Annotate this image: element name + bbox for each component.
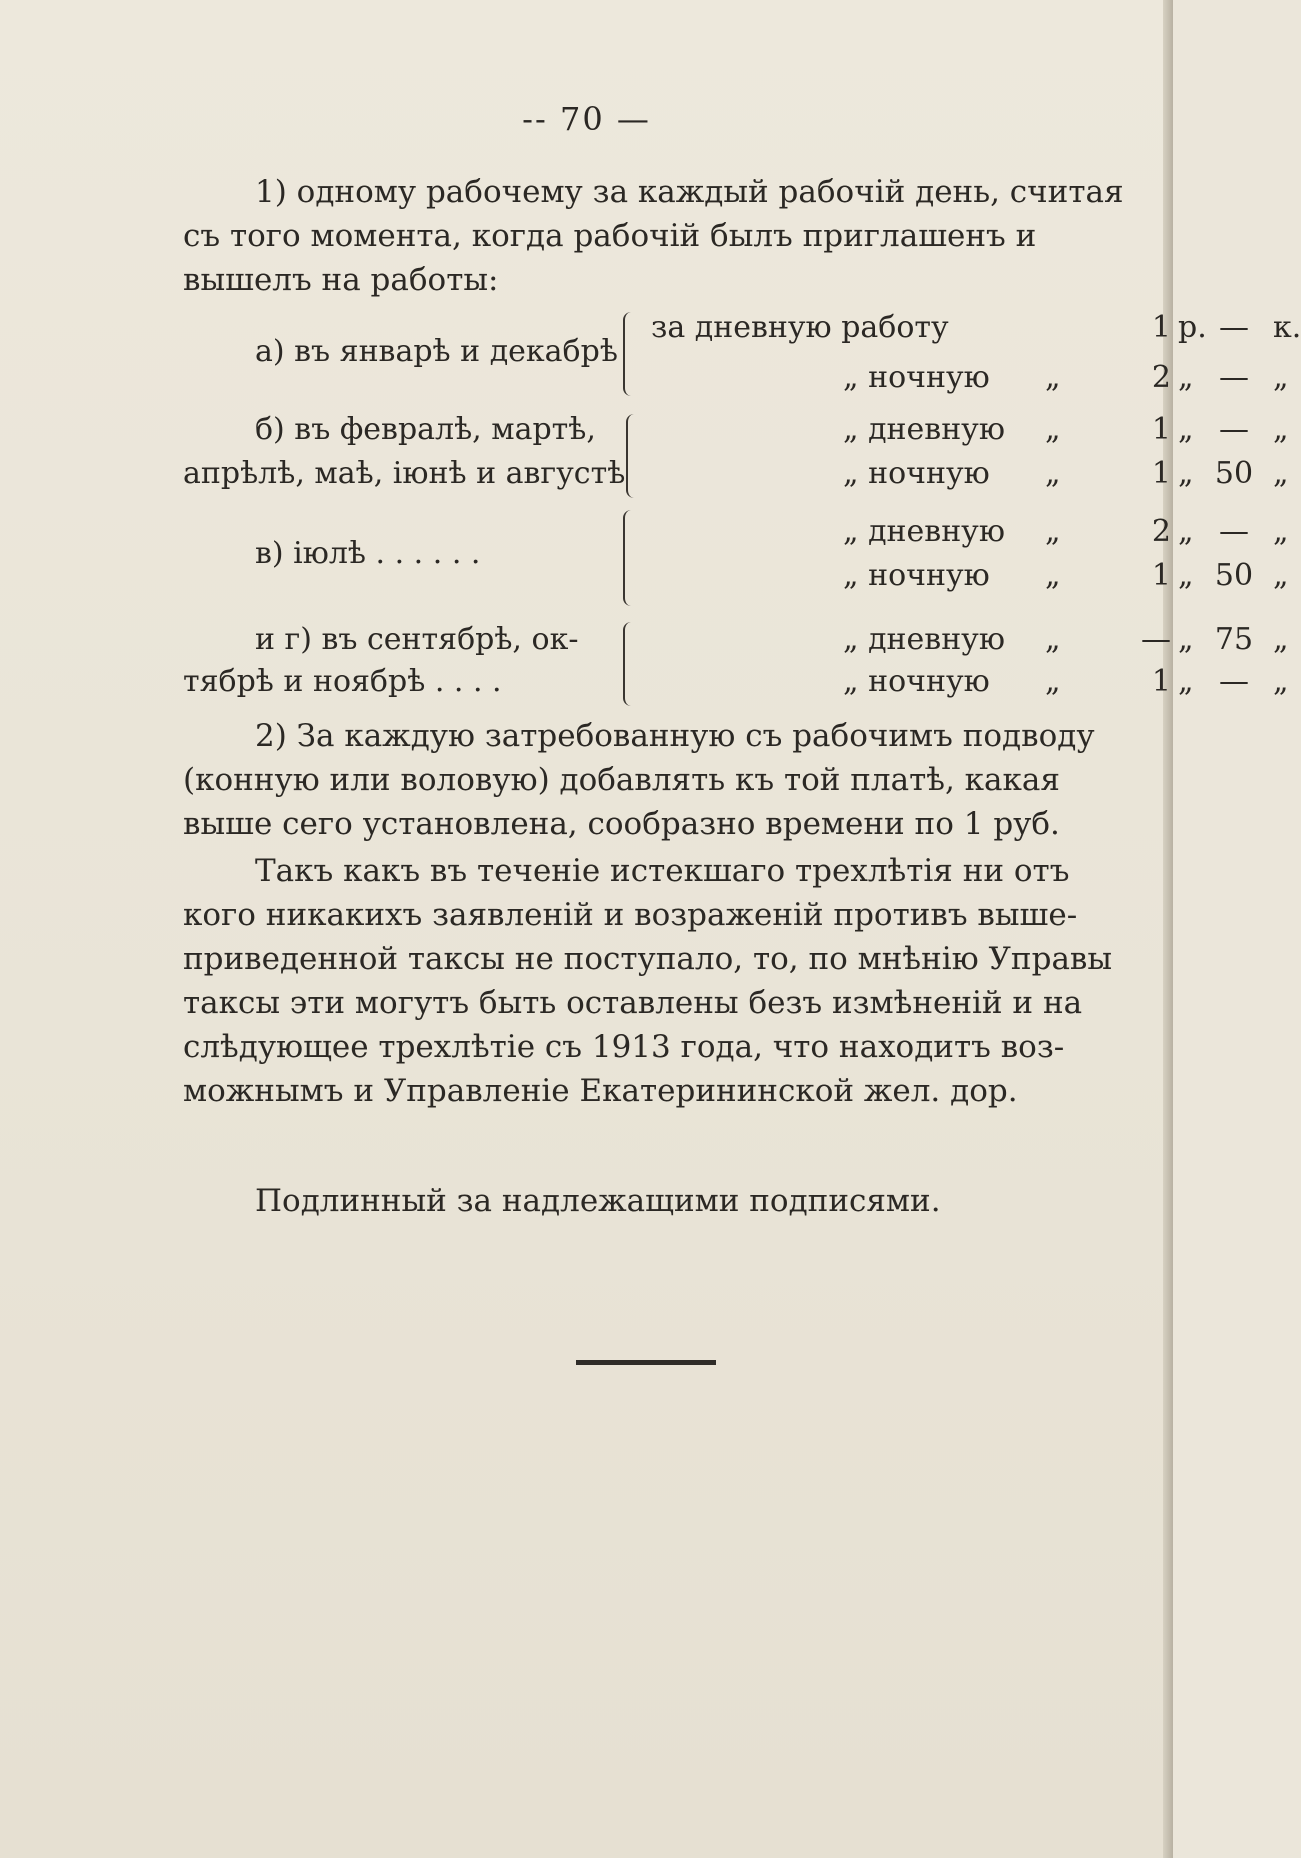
kopecks-value: — [1219, 514, 1249, 549]
text-line: приведенной таксы не поступало, то, по мнѣнію Управы [183, 941, 1113, 977]
rubles-value: — [1141, 622, 1171, 657]
kopecks-unit: „ [1273, 664, 1289, 699]
kopecks-unit: к. [1273, 310, 1301, 345]
brace [623, 312, 639, 396]
text-line: выше сего установлена, сообразно времени по 1 руб. [183, 806, 1060, 842]
shift-label: „ дневную [843, 514, 1005, 549]
text-line: таксы эти могутъ быть оставлены безъ измѣненій и на [183, 985, 1083, 1021]
shift-label: „ ночную [843, 456, 990, 491]
ditto-mark: „ [1045, 412, 1061, 447]
rubles-unit: „ [1178, 664, 1194, 699]
ditto-mark: „ [1045, 558, 1061, 593]
intro-paragraph [183, 170, 1124, 302]
brace [623, 510, 639, 606]
kopecks-unit: „ [1273, 412, 1289, 447]
tariff-row [183, 622, 1289, 664]
kopecks-unit: „ [1273, 514, 1289, 549]
divider-rule [576, 1360, 716, 1365]
rubles-value: 1 [1151, 558, 1171, 593]
period-label: а) въ январѣ и декабрѣ [255, 334, 618, 369]
shift-label: „ дневную [843, 622, 1005, 657]
page-edge [1163, 0, 1173, 1858]
period-label: б) въ февралѣ, мартѣ, [255, 412, 596, 447]
rubles-unit: „ [1178, 412, 1194, 447]
period-label: апрѣлѣ, маѣ, іюнѣ и августѣ [183, 456, 626, 491]
kopecks-value: — [1219, 412, 1249, 447]
kopecks-value: 50 [1214, 558, 1254, 593]
rubles-value: 1 [1151, 412, 1171, 447]
brace [623, 622, 639, 706]
ditto-mark: „ [1045, 664, 1061, 699]
kopecks-unit: „ [1273, 622, 1289, 657]
kopecks-value: 75 [1214, 622, 1254, 657]
text-line: можнымъ и Управленіе Екатерининской жел. дор. [183, 1073, 1018, 1109]
page-number: -- 70 — [522, 100, 651, 138]
text-line: 2) За каждую затребованную съ рабочимъ подводу [255, 718, 1095, 754]
tariff-row [183, 558, 1289, 600]
ditto-mark: „ [1045, 360, 1061, 395]
signature-note: Подлинный за надлежащими подписями. [255, 1183, 941, 1219]
rubles-unit: „ [1178, 456, 1194, 491]
brace [626, 414, 642, 498]
tariff-row [183, 310, 1301, 369]
rubles-unit: „ [1178, 558, 1194, 593]
text-line: Такъ какъ въ теченіе истекшаго трехлѣтія ни отъ [255, 853, 1070, 889]
shift-label: „ ночную [843, 558, 990, 593]
period-label: и г) въ сентябрѣ, ок- [255, 622, 579, 657]
period-label: тябрѣ и ноябрѣ . . . . [183, 664, 502, 699]
kopecks-value: — [1219, 360, 1249, 395]
rubles-unit: „ [1178, 514, 1194, 549]
rubles-value: 1 [1151, 456, 1171, 491]
ditto-mark: „ [1045, 456, 1061, 491]
rubles-value: 2 [1151, 360, 1171, 395]
text-line: (конную или воловую) добавлять къ той платѣ, какая [183, 762, 1060, 798]
paragraph-conclusion [183, 849, 1113, 1113]
kopecks-unit: „ [1273, 456, 1289, 491]
tariff-row [183, 412, 1289, 454]
period-label: в) іюлѣ . . . . . . [255, 536, 481, 571]
rubles-value: 1 [1151, 310, 1171, 345]
ditto-mark: „ [1045, 622, 1061, 657]
rubles-unit: „ [1178, 360, 1194, 395]
tariff-row [183, 664, 1289, 706]
text-line: слѣдующее трехлѣтіе съ 1913 года, что находитъ воз- [183, 1029, 1065, 1065]
shift-label: „ ночную [843, 664, 990, 699]
rubles-value: 1 [1151, 664, 1171, 699]
text-line: съ того момента, когда рабочій былъ приглашенъ и [183, 218, 1037, 254]
rubles-value: 2 [1151, 514, 1171, 549]
rubles-unit: р. [1178, 310, 1207, 345]
kopecks-unit: „ [1273, 360, 1289, 395]
shift-label: за дневную работу [651, 310, 949, 345]
kopecks-value: — [1219, 664, 1249, 699]
text-line: 1) одному рабочему за каждый рабочій день, считая [255, 174, 1124, 210]
rubles-unit: „ [1178, 622, 1194, 657]
kopecks-value: 50 [1214, 456, 1254, 491]
tariff-row [183, 514, 1289, 571]
ditto-mark: „ [1045, 514, 1061, 549]
tariff-row [183, 360, 1289, 402]
kopecks-value: — [1219, 310, 1249, 345]
paragraph-cart-fee [183, 714, 1107, 846]
text-line: кого никакихъ заявленій и возраженій противъ выше- [183, 897, 1078, 933]
tariff-row [183, 456, 1289, 498]
kopecks-unit: „ [1273, 558, 1289, 593]
shift-label: „ дневную [843, 412, 1005, 447]
shift-label: „ ночную [843, 360, 990, 395]
text-line: вышелъ на работы: [183, 262, 499, 298]
